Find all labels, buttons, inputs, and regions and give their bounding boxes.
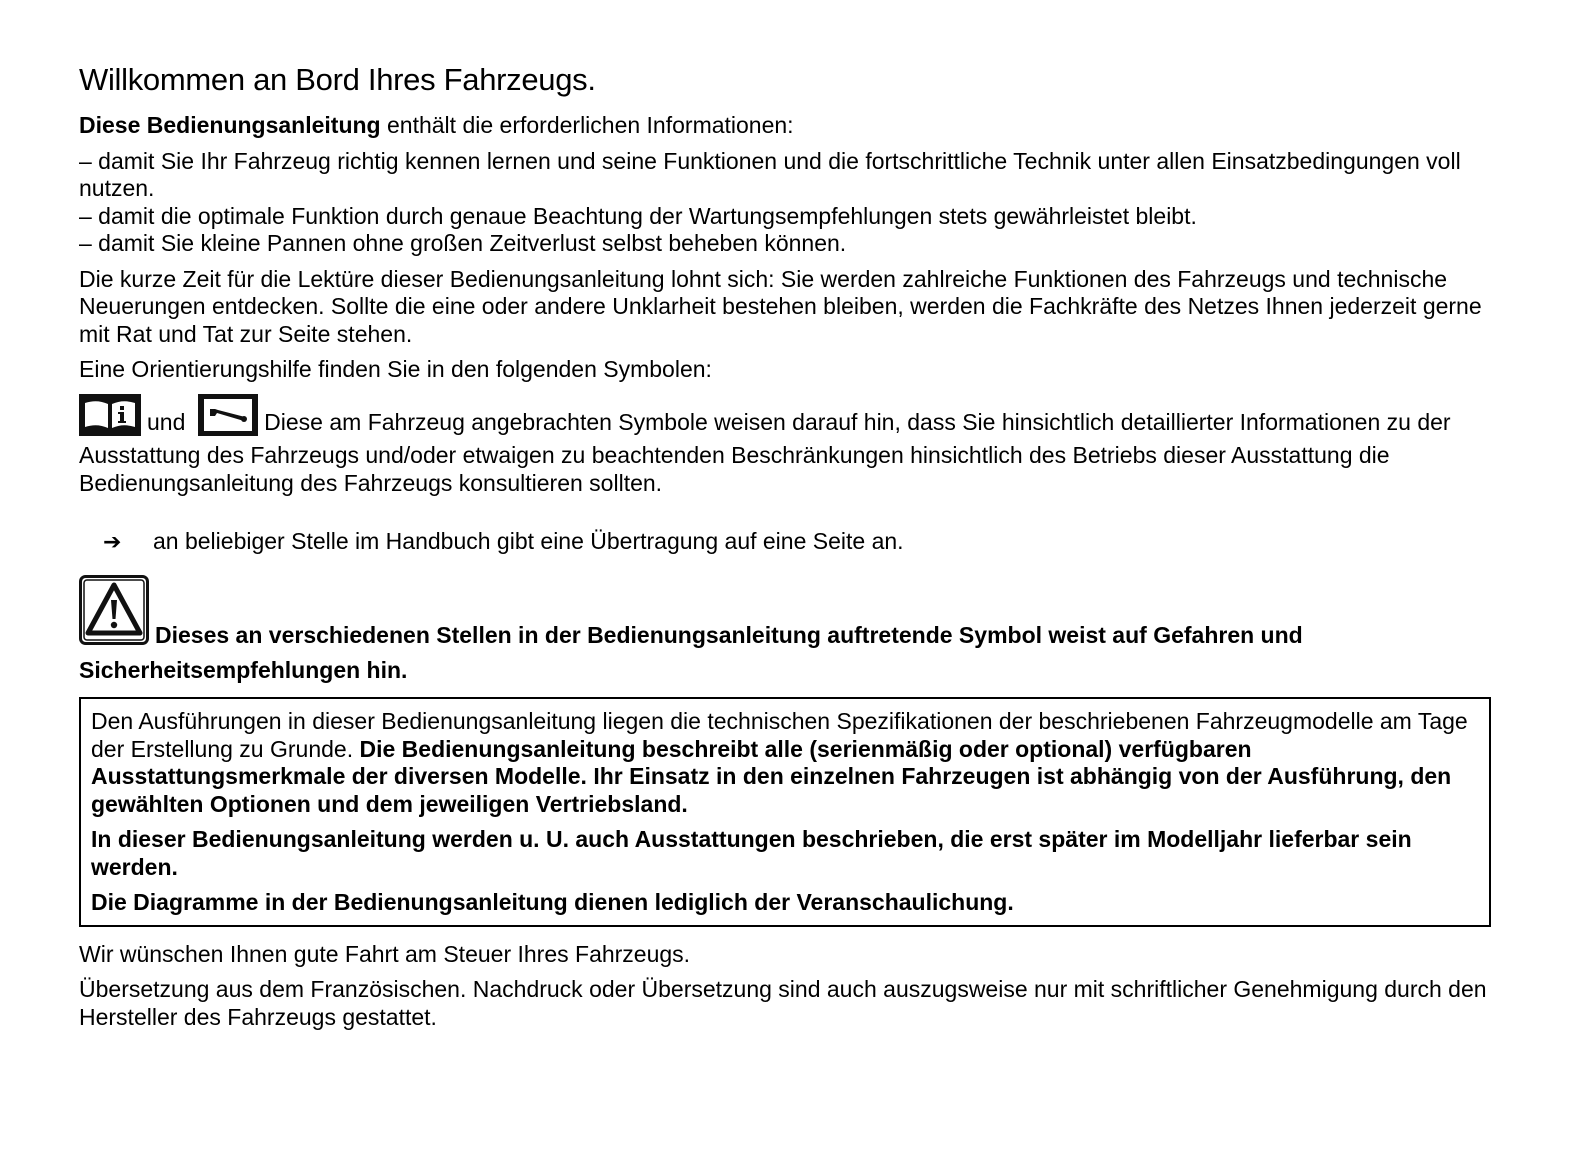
intro-paragraph xyxy=(79,112,1499,140)
notice-box xyxy=(79,697,1491,927)
list-item: – damit Sie kleine Pannen ohne großen Zeitverlust selbst beheben können. xyxy=(79,230,847,256)
intro-rest: enthält die erforderlichen Informationen: xyxy=(380,112,794,138)
arrow-right-icon: ➔ xyxy=(103,529,122,554)
symbols-description: Diese am Fahrzeug angebrachten Symbole weisen darauf hin, dass Sie hinsichtlich detaillierter Informationen zu der Ausstattung des Fahrzeugs und/oder etwaigen zu beachtenden Beschränkungen hinsichtlich des Betriebs dieser Ausstattung die Bedienungsanleitung des Fahrzeugs konsultieren sollten. xyxy=(79,408,1451,496)
purpose-list xyxy=(79,148,1499,258)
copyright-paragraph: Übersetzung aus dem Französischen. Nachdruck oder Übersetzung sind auch auszugsweise nur mit schriftlicher Genehmigung durch den Hersteller des Fahrzeugs gestattet. xyxy=(79,976,1487,1030)
list-item: – damit Sie Ihr Fahrzeug richtig kennen lernen und seine Funktionen und die fortschrittliche Technik unter allen Einsatzbedingungen voll nutzen. xyxy=(79,147,1461,201)
warning-triangle-icon xyxy=(79,575,149,654)
symbols-paragraph xyxy=(79,394,1499,498)
orientation-paragraph: Eine Orientierungshilfe finden Sie in den folgenden Symbolen: xyxy=(79,356,712,382)
notice-paragraph-3: Die Diagramme in der Bedienungsanleitung dienen lediglich der Veranschaulichung. xyxy=(91,889,1014,915)
warning-text: Dieses an verschiedenen Stellen in der Bedienungsanleitung auftretende Symbol weist auf Gefahren und Sicherheitsempfehlungen hin. xyxy=(79,622,1303,683)
warning-paragraph xyxy=(79,575,1499,687)
notice-paragraph-1 xyxy=(91,708,1479,818)
closing-paragraph: Wir wünschen Ihnen gute Fahrt am Steuer Ihres Fahrzeugs. xyxy=(79,940,691,967)
page-title: Willkommen an Bord Ihres Fahrzeugs. xyxy=(79,62,596,97)
list-item: – damit die optimale Funktion durch genaue Beachtung der Wartungsempfehlungen stets gewährleistet bleibt. xyxy=(79,202,1197,229)
arrow-description: an beliebiger Stelle im Handbuch gibt eine Übertragung auf eine Seite an. xyxy=(153,528,904,554)
lecture-paragraph: Die kurze Zeit für die Lektüre dieser Bedienungsanleitung lohnt sich: Sie werden zahlreiche Funktionen des Fahrzeugs und technische Neuerungen entdecken. Sollte die eine oder andere Unklarheit bestehen bleiben, werden die Fachkräfte des Netzes Ihnen jederzeit gerne mit Rat und Tat zur Seite stehen. xyxy=(79,265,1482,347)
notice-paragraph-2: In dieser Bedienungsanleitung werden u. U. auch Ausstattungen beschrieben, die erst später im Modelljahr lieferbar sein werden. xyxy=(91,826,1412,880)
arrow-paragraph xyxy=(79,527,1499,555)
wrench-icon xyxy=(198,394,258,443)
manual-info-icon xyxy=(79,394,141,443)
document-page xyxy=(79,60,1499,1031)
notice-p1-normal: Den Ausführungen in dieser Bedienungsanleitung liegen die technischen Spezifikationen der beschriebenen Fahrzeugmodelle am Tage der Erstellung zu Grunde. xyxy=(91,708,1468,762)
symbols-connector: und xyxy=(147,408,186,435)
intro-bold: Diese Bedienungsanleitung xyxy=(79,112,381,138)
notice-p1-bold: Die Bedienungsanleitung beschreibt alle (serienmäßig oder optional) verfügbaren Ausstattungsmerkmale der diversen Modelle. Ihr Einsatz in den einzelnen Fahrzeugen ist abhängig von der Ausführung, den gewählten Optionen und dem jeweiligen Vertriebsland. xyxy=(91,735,1452,817)
